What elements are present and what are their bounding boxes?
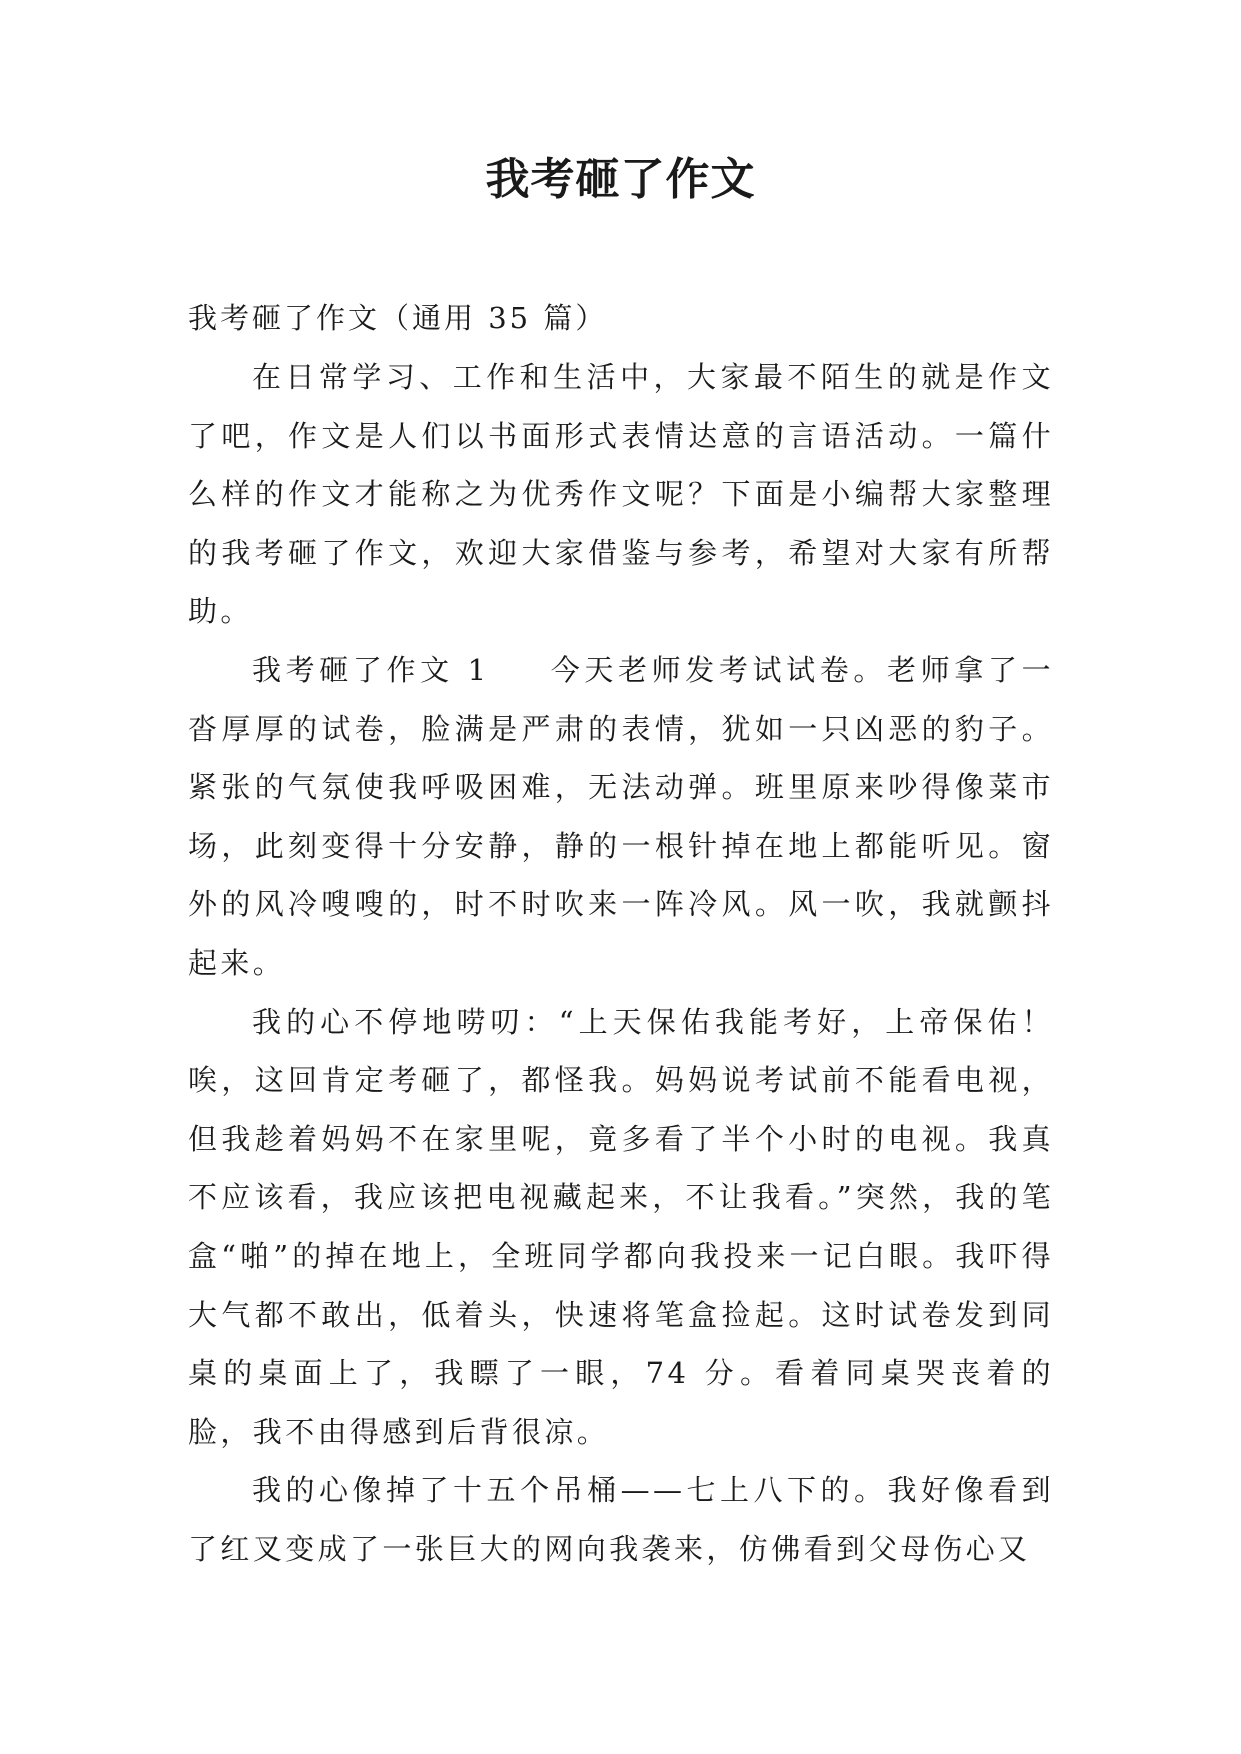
essay1-heading: 我考砸了作文 1 bbox=[252, 652, 490, 687]
essay1-first-paragraph bbox=[188, 641, 1054, 993]
document-subtitle: 我考砸了作文（通用 35 篇） bbox=[188, 301, 608, 335]
document-title: 我考砸了作文 bbox=[485, 154, 756, 205]
intro-paragraph: 在日常学习、工作和生活中，大家最不陌生的就是作文了吧，作文是人们以书面形式表情达意的言语活动。一篇什么样的作文才能称之为优秀作文呢？下面是小编帮大家整理的我考砸了作文，欢迎大家借鉴与参考，希望对大家有所帮助。 bbox=[188, 360, 1054, 629]
document-body bbox=[188, 288, 1054, 1578]
essay1-paragraph-3: 我的心像掉了十五个吊桶——七上八下的。我好像看到了红叉变成了一张巨大的网向我袭来，仿佛看到父母伤心又 bbox=[188, 1473, 1054, 1566]
essay1-paragraph-1-text: 今天老师发考试试卷。老师拿了一沓厚厚的试卷，脸满是严肃的表情，犹如一只凶恶的豹子。紧张的气氛使我呼吸困难，无法动弹。班里原来吵得像菜市场，此刻变得十分安静，静的一根针掉在地上都能听见。窗外的风冷嗖嗖的，时不时吹来一阵冷风。风一吹，我就颤抖起来。 bbox=[188, 652, 1054, 980]
essay1-paragraph-2: 我的心不停地唠叨：“上天保佑我能考好，上帝保佑！唉，这回肯定考砸了，都怪我。妈妈说考试前不能看电视，但我趁着妈妈不在家里呢，竟多看了半个小时的电视。我真不应该看，我应该把电视藏起来，不让我看。”突然，我的笔盒“啪”的掉在地上，全班同学都向我投来一记白眼。我吓得大气都不敢出，低着头，快速将笔盒捡起。这时试卷发到同桌的桌面上了，我瞟了一眼，74 分。看着同桌哭丧着的脸，我不由得感到后背很凉。 bbox=[188, 1004, 1054, 1449]
